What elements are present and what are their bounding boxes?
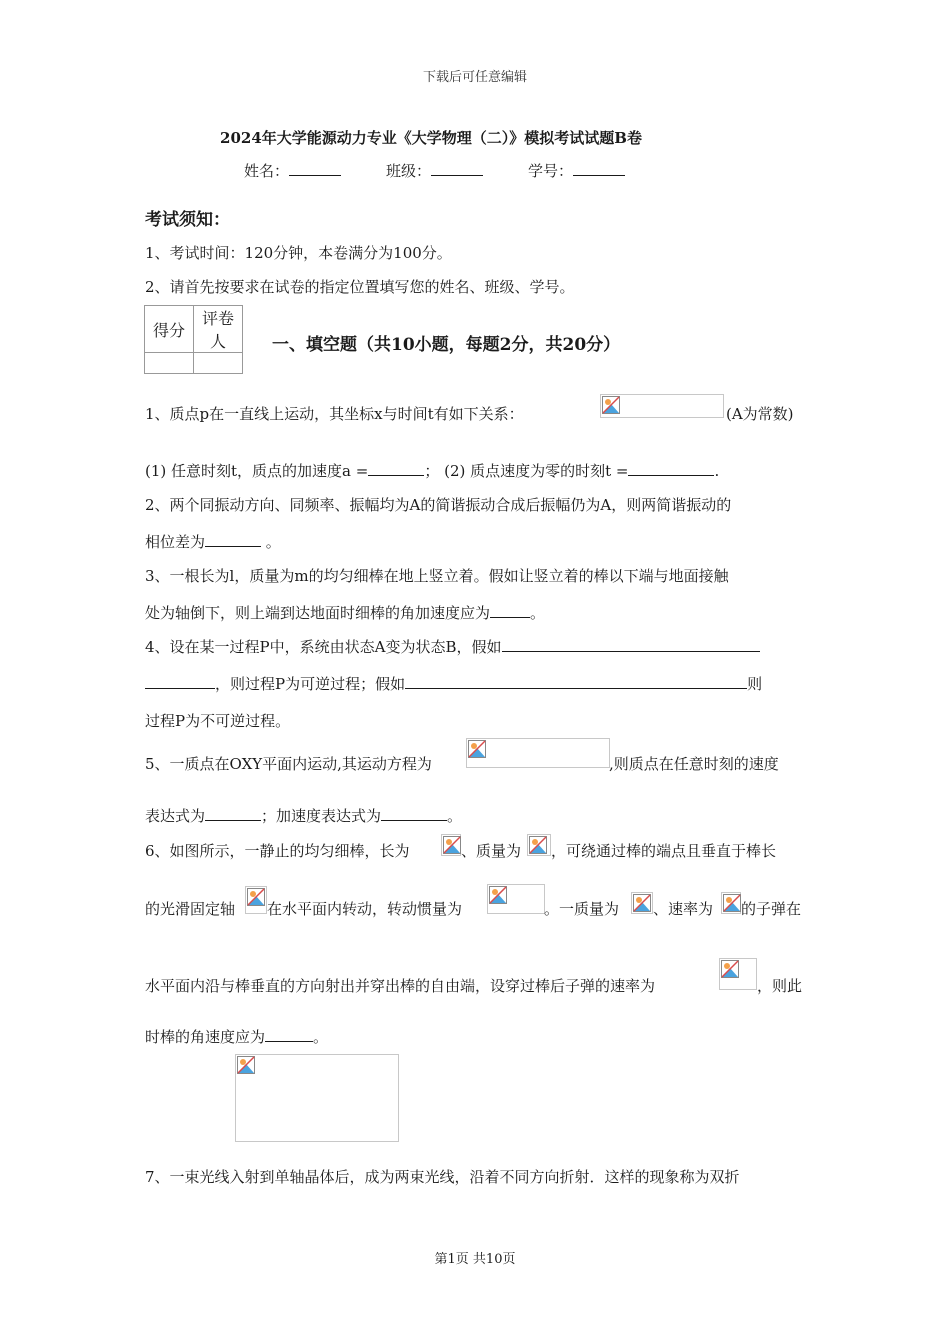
- question-2-text: 2、两个同振动方向、同频率、振幅均为A的简谐振动合成后振幅仍为A，则两简谐振动的: [145, 496, 732, 514]
- question-4-part: 4、设在某一过程P中，系统由状态A变为状态B，假如: [145, 638, 502, 656]
- question-3-text: 3、一根长为l，质量为m的均匀细棒在地上竖立着。假如让竖立着的棒以下端与地面接触: [145, 567, 729, 585]
- formula-image: [719, 958, 757, 990]
- broken-image-icon: [468, 740, 486, 758]
- broken-image-icon: [721, 960, 739, 978]
- question-2-text: [145, 531, 281, 552]
- question-6-text: 6、如图所示，一静止的均匀细棒，长为: [145, 842, 410, 860]
- page-title: 2024年大学能源动力专业《大学物理（二）》模拟考试试题B卷: [220, 129, 642, 147]
- broken-image-icon: [237, 1056, 255, 1074]
- question-6-text: 。一质量为: [544, 900, 620, 918]
- broken-image-icon: [723, 894, 741, 912]
- name-field: [244, 160, 341, 181]
- question-4-text: [145, 636, 760, 657]
- question-1-subparts: [145, 460, 719, 481]
- answer-blank: [490, 603, 530, 618]
- question-2-end: 。: [261, 533, 281, 551]
- question-6-text: ，可绕通过棒的端点且垂直于棒长: [551, 842, 777, 860]
- formula-image: [527, 834, 551, 856]
- question-1-part-2: ； (2) 质点速度为零的时刻t =: [424, 462, 629, 480]
- question-6-text: ，则此: [757, 977, 803, 995]
- question-5-part: ；加速度表达式为: [261, 807, 382, 825]
- answer-blank: [145, 674, 215, 689]
- notice-item: 2、请首先按要求在试卷的指定位置填写您的姓名、班级、学号。: [145, 278, 575, 296]
- question-6-part: 时棒的角速度应为: [145, 1028, 266, 1046]
- grader-header: 评卷人: [194, 306, 243, 353]
- question-6-text: 、质量为: [461, 842, 522, 860]
- question-3-text: [145, 602, 545, 623]
- question-6-text: 的子弹在: [741, 900, 802, 918]
- question-6-end: 。: [313, 1028, 329, 1046]
- question-6-text: 在水平面内转动，转动惯量为: [267, 900, 463, 918]
- broken-image-icon: [633, 894, 651, 912]
- question-4-part: 则: [747, 675, 763, 693]
- broken-image-icon: [529, 836, 547, 854]
- formula-image: [631, 892, 653, 914]
- broken-image-icon: [602, 396, 620, 414]
- formula-image: [721, 892, 741, 914]
- score-table: [144, 305, 243, 374]
- student-id-field: [528, 160, 625, 181]
- question-5-text: 5、一质点在OXY平面内运动,其运动方程为: [145, 755, 432, 773]
- broken-image-icon: [443, 836, 461, 854]
- grader-cell: [194, 353, 243, 374]
- section-title: 一、填空题（共10小题，每题2分，共20分）: [272, 335, 621, 355]
- formula-image: [487, 884, 545, 914]
- student-id-blank: [573, 161, 625, 176]
- answer-blank: [265, 1027, 313, 1042]
- formula-image: [441, 834, 461, 856]
- notice-item: 1、考试时间：120分钟，本卷满分为100分。: [145, 244, 452, 262]
- page-number: 第1页 共10页: [434, 1252, 516, 1267]
- answer-blank: [381, 806, 447, 821]
- question-4-text: 过程P为不可逆过程。: [145, 712, 291, 730]
- question-4-text: [145, 673, 762, 694]
- question-6-text: 的光滑固定轴: [145, 900, 236, 918]
- figure-image: [235, 1054, 399, 1142]
- question-6-text: 、速率为: [653, 900, 714, 918]
- class-blank: [431, 161, 483, 176]
- class-label: 班级：: [386, 162, 432, 180]
- answer-blank: [205, 532, 261, 547]
- answer-blank: [368, 461, 424, 476]
- name-label: 姓名：: [244, 162, 290, 180]
- question-5-part: 表达式为: [145, 807, 206, 825]
- name-blank: [289, 161, 341, 176]
- question-5-text: ,则质点在任意时刻的速度: [609, 755, 779, 773]
- question-5-end: 。: [447, 807, 463, 825]
- formula-image: [600, 394, 724, 418]
- score-header: 得分: [145, 306, 194, 353]
- question-1-text: 1、质点p在一直线上运动，其坐标x与时间t有如下关系：: [145, 405, 524, 423]
- header-note: 下载后可任意编辑: [422, 70, 527, 85]
- question-2-part: 相位差为: [145, 533, 206, 551]
- answer-blank: [502, 637, 760, 652]
- notice-title: 考试须知：: [145, 210, 230, 230]
- question-5-text: [145, 805, 462, 826]
- answer-blank: [205, 806, 261, 821]
- question-4-part: ，则过程P为可逆过程；假如: [215, 675, 406, 693]
- broken-image-icon: [489, 886, 507, 904]
- question-6-text: 水平面内沿与棒垂直的方向射出并穿出棒的自由端，设穿过棒后子弹的速率为: [145, 977, 656, 995]
- formula-image: [245, 886, 267, 914]
- question-1-text: (A为常数): [726, 405, 794, 423]
- score-cell: [145, 353, 194, 374]
- class-field: [386, 160, 483, 181]
- question-1-part-1: (1) 任意时刻t，质点的加速度a =: [145, 462, 369, 480]
- period: .: [714, 462, 720, 480]
- question-3-end: 。: [530, 604, 546, 622]
- answer-blank: [628, 461, 714, 476]
- formula-image: [466, 738, 610, 768]
- broken-image-icon: [247, 888, 265, 906]
- student-id-label: 学号：: [528, 162, 574, 180]
- question-3-part: 处为轴倒下，则上端到达地面时细棒的角加速度应为: [145, 604, 491, 622]
- question-7-text: 7、一束光线入射到单轴晶体后，成为两束光线，沿着不同方向折射．这样的现象称为双折: [145, 1168, 740, 1186]
- answer-blank: [405, 674, 747, 689]
- question-6-text: [145, 1026, 328, 1047]
